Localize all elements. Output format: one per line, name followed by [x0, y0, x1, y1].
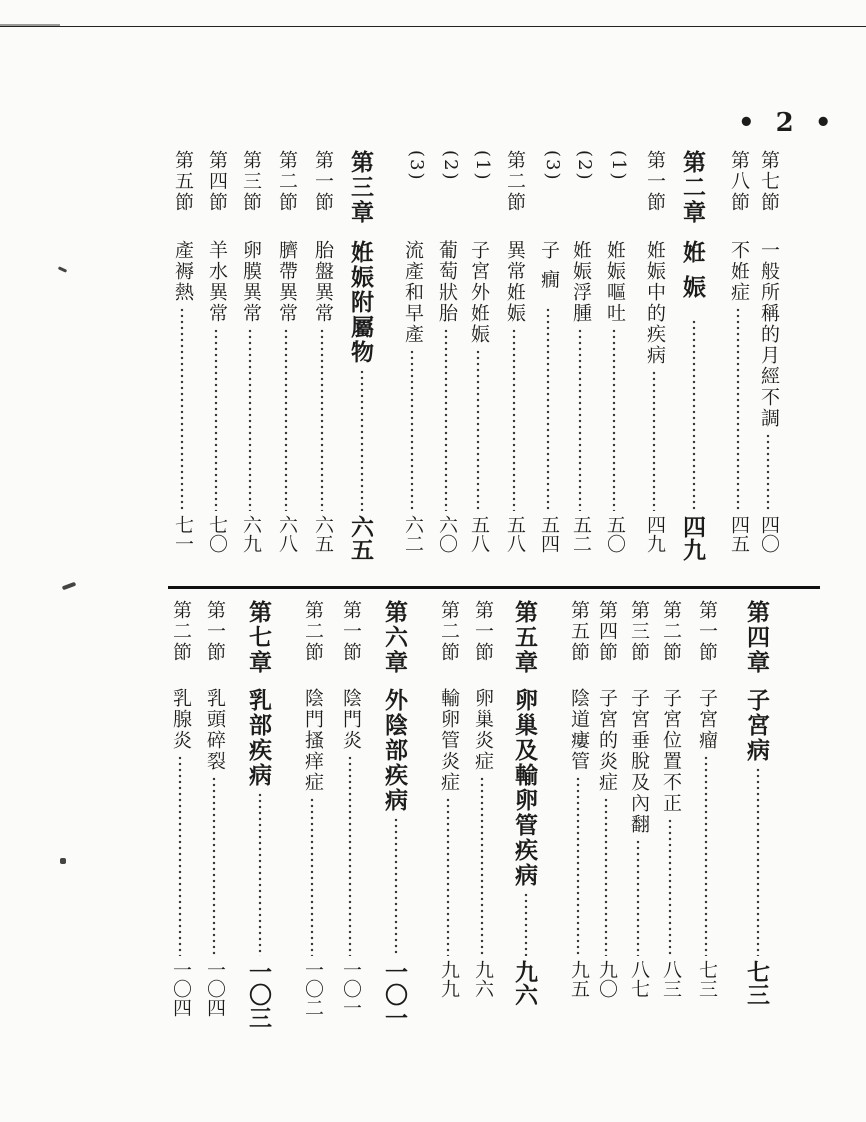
page-ref: 九〇 — [596, 960, 618, 998]
leader-dots — [178, 755, 182, 956]
section-number: 第二節 — [504, 150, 526, 213]
toc-entry[interactable] — [655, 600, 685, 1030]
entry-title: 子宮位置不正 — [660, 688, 682, 814]
entry-title: 姙 娠 — [679, 240, 706, 301]
entry-title: 葡萄狀胎 — [436, 240, 458, 324]
leader-dots — [756, 767, 760, 956]
leader-dots — [576, 776, 580, 956]
leader-dots — [546, 307, 550, 511]
section-number: 第一節 — [644, 150, 666, 213]
toc-entry[interactable] — [499, 150, 529, 572]
leader-dots — [578, 328, 582, 511]
page-ref: 五八 — [504, 515, 526, 553]
page-ref: 七三 — [696, 960, 718, 998]
subsection-number: (3) — [406, 150, 427, 182]
toc-entry[interactable] — [591, 600, 621, 1030]
page-ref: 七三 — [743, 960, 770, 1006]
leader-dots — [604, 797, 608, 956]
entry-title: 乳部疾病 — [245, 688, 272, 788]
chapter-number: 第三章 — [347, 150, 374, 225]
page-ref: 五〇 — [604, 515, 626, 553]
toc-entry[interactable] — [623, 600, 653, 1030]
toc-entry[interactable] — [431, 150, 461, 572]
leader-dots — [692, 319, 696, 511]
scan-speck — [58, 266, 67, 273]
entry-title: 卵巢及輸卵管疾病 — [511, 688, 538, 888]
page-ref: 六五 — [347, 515, 374, 561]
page-ref: 八三 — [660, 960, 682, 998]
page-top-rule — [0, 26, 866, 27]
chapter-number: 第二章 — [679, 150, 706, 225]
leader-dots — [394, 817, 398, 956]
subsection-number: (1) — [608, 150, 629, 182]
leader-dots — [480, 776, 484, 956]
toc-entry[interactable] — [307, 150, 337, 572]
section-number: 第二節 — [660, 600, 682, 663]
entry-title: 乳頭碎裂 — [204, 688, 226, 772]
toc-entry[interactable] — [753, 150, 783, 572]
toc-entry[interactable] — [563, 600, 593, 1030]
toc-entry[interactable] — [347, 150, 377, 572]
leader-dots — [258, 792, 262, 956]
entry-title: 一般所稱的月經不調 — [758, 240, 780, 429]
entry-title: 子 癇 — [538, 240, 560, 291]
subsection-number: (1) — [472, 150, 493, 182]
leader-dots — [476, 349, 480, 511]
subsection-number: (2) — [574, 150, 595, 182]
page-ref: 一〇四 — [204, 960, 226, 1017]
page-number: • 2 • — [738, 108, 838, 138]
leader-dots — [214, 328, 218, 511]
page-ref: 一〇一 — [381, 960, 408, 1029]
toc-entry[interactable] — [639, 150, 669, 572]
entry-title: 產褥熱 — [172, 240, 194, 303]
page-ref: 六九 — [240, 515, 262, 553]
chapter-number: 第五章 — [511, 600, 538, 675]
entry-title: 子宮垂脫及內翻 — [628, 688, 650, 835]
page-ref: 四九 — [679, 515, 706, 561]
leader-dots — [446, 797, 450, 956]
chapter-number: 第四章 — [743, 600, 770, 675]
entry-title: 子宮病 — [743, 688, 770, 763]
chapter-number: 第七章 — [245, 600, 272, 675]
leader-dots — [248, 328, 252, 511]
page-ref: 九六 — [511, 960, 538, 1006]
page-ref: 九五 — [568, 960, 590, 998]
section-number: 第二節 — [276, 150, 298, 213]
section-number: 第四節 — [206, 150, 228, 213]
section-number: 第一節 — [312, 150, 334, 213]
page-ref: 五八 — [468, 515, 490, 553]
scan-speck — [60, 858, 66, 864]
entry-title: 胎盤異常 — [312, 240, 334, 324]
leader-dots — [212, 776, 216, 956]
page-ref: 一〇四 — [170, 960, 192, 1017]
leader-dots — [704, 755, 708, 956]
leader-dots — [612, 328, 616, 511]
entry-title: 子宮外姙娠 — [468, 240, 490, 345]
entry-title: 姙娠浮腫 — [570, 240, 592, 324]
page-ref: 八七 — [628, 960, 650, 998]
toc-entry[interactable] — [297, 600, 327, 1030]
page-ref: 五二 — [570, 515, 592, 553]
toc-entry[interactable] — [511, 600, 541, 1030]
page-ref: 一〇一 — [340, 960, 362, 1017]
toc-entry[interactable] — [679, 150, 709, 572]
entry-title: 不姙症 — [728, 240, 750, 303]
toc-entry[interactable] — [599, 150, 629, 572]
entry-title: 乳腺炎 — [170, 688, 192, 751]
entry-title: 姙娠中的疾病 — [644, 240, 666, 366]
entry-title: 羊水異常 — [206, 240, 228, 324]
page-ref: 六五 — [312, 515, 334, 553]
leader-dots — [736, 307, 740, 511]
half-divider-rule — [168, 586, 820, 589]
section-number: 第七節 — [758, 150, 780, 213]
page-ref: 九九 — [438, 960, 460, 998]
toc-entry[interactable] — [335, 600, 365, 1030]
entry-title: 卵膜異常 — [240, 240, 262, 324]
toc-entry[interactable] — [201, 150, 231, 572]
toc-entry[interactable] — [723, 150, 753, 572]
leader-dots — [444, 328, 448, 511]
entry-title: 陰門炎 — [340, 688, 362, 751]
page-ref: 七一 — [172, 515, 194, 553]
page-ref: 六八 — [276, 515, 298, 553]
leader-dots — [636, 839, 640, 956]
entry-title: 子宮瘤 — [696, 688, 718, 751]
section-number: 第二節 — [170, 600, 192, 663]
toc-entry[interactable] — [199, 600, 229, 1030]
toc-entry[interactable] — [467, 600, 497, 1030]
section-number: 第四節 — [596, 600, 618, 663]
section-number: 第八節 — [728, 150, 750, 213]
section-number: 第一節 — [696, 600, 718, 663]
entry-title: 陰道瘻管 — [568, 688, 590, 772]
toc-entry[interactable] — [167, 150, 197, 572]
leader-dots — [668, 818, 672, 956]
page-ref: 一〇二 — [302, 960, 324, 1017]
page-ref: 四九 — [644, 515, 666, 553]
section-number: 第三節 — [628, 600, 650, 663]
section-number: 第五節 — [172, 150, 194, 213]
toc-entry[interactable] — [691, 600, 721, 1030]
leader-dots — [410, 349, 414, 511]
entry-title: 臍帶異常 — [276, 240, 298, 324]
toc-entry[interactable] — [743, 600, 773, 1030]
leader-dots — [512, 328, 516, 511]
toc-entry[interactable] — [271, 150, 301, 572]
chapter-number: 第六章 — [381, 600, 408, 675]
page-ref: 四〇 — [758, 515, 780, 553]
entry-title: 陰門搔痒症 — [302, 688, 324, 793]
leader-dots — [524, 892, 528, 956]
page-ref: 一〇三 — [245, 960, 272, 1029]
toc-entry[interactable] — [245, 600, 275, 1030]
toc-entry[interactable] — [433, 600, 463, 1030]
toc-entry[interactable] — [397, 150, 427, 572]
section-number: 第二節 — [438, 600, 460, 663]
page-ref: 九六 — [472, 960, 494, 998]
leader-dots — [766, 433, 770, 511]
leader-dots — [180, 307, 184, 511]
page-ref: 五四 — [538, 515, 560, 553]
page-ref: 七〇 — [206, 515, 228, 553]
section-number: 第二節 — [302, 600, 324, 663]
entry-title: 姙娠附屬物 — [347, 240, 374, 365]
toc-entry[interactable] — [533, 150, 563, 572]
page-ref: 六〇 — [436, 515, 458, 553]
section-number: 第一節 — [472, 600, 494, 663]
entry-title: 姙娠嘔吐 — [604, 240, 626, 324]
entry-title: 異常姙娠 — [504, 240, 526, 324]
toc-entry[interactable] — [381, 600, 411, 1030]
leader-dots — [310, 797, 314, 956]
entry-title: 流產和早產 — [402, 240, 424, 345]
section-number: 第三節 — [240, 150, 262, 213]
subsection-number: (3) — [542, 150, 563, 182]
leader-dots — [348, 755, 352, 956]
entry-title: 子宮的炎症 — [596, 688, 618, 793]
entry-title: 輸卵管炎症 — [438, 688, 460, 793]
toc-entry[interactable] — [165, 600, 195, 1030]
toc-entry[interactable] — [463, 150, 493, 572]
section-number: 第一節 — [204, 600, 226, 663]
scan-speck — [62, 582, 77, 591]
toc-entry[interactable] — [235, 150, 265, 572]
section-number: 第五節 — [568, 600, 590, 663]
toc-entry[interactable] — [565, 150, 595, 572]
section-number: 第一節 — [340, 600, 362, 663]
page-ref: 四五 — [728, 515, 750, 553]
leader-dots — [652, 370, 656, 511]
entry-title: 外陰部疾病 — [381, 688, 408, 813]
page-ref: 六二 — [402, 515, 424, 553]
entry-title: 卵巢炎症 — [472, 688, 494, 772]
subsection-number: (2) — [440, 150, 461, 182]
leader-dots — [320, 328, 324, 511]
leader-dots — [284, 328, 288, 511]
leader-dots — [360, 369, 364, 511]
